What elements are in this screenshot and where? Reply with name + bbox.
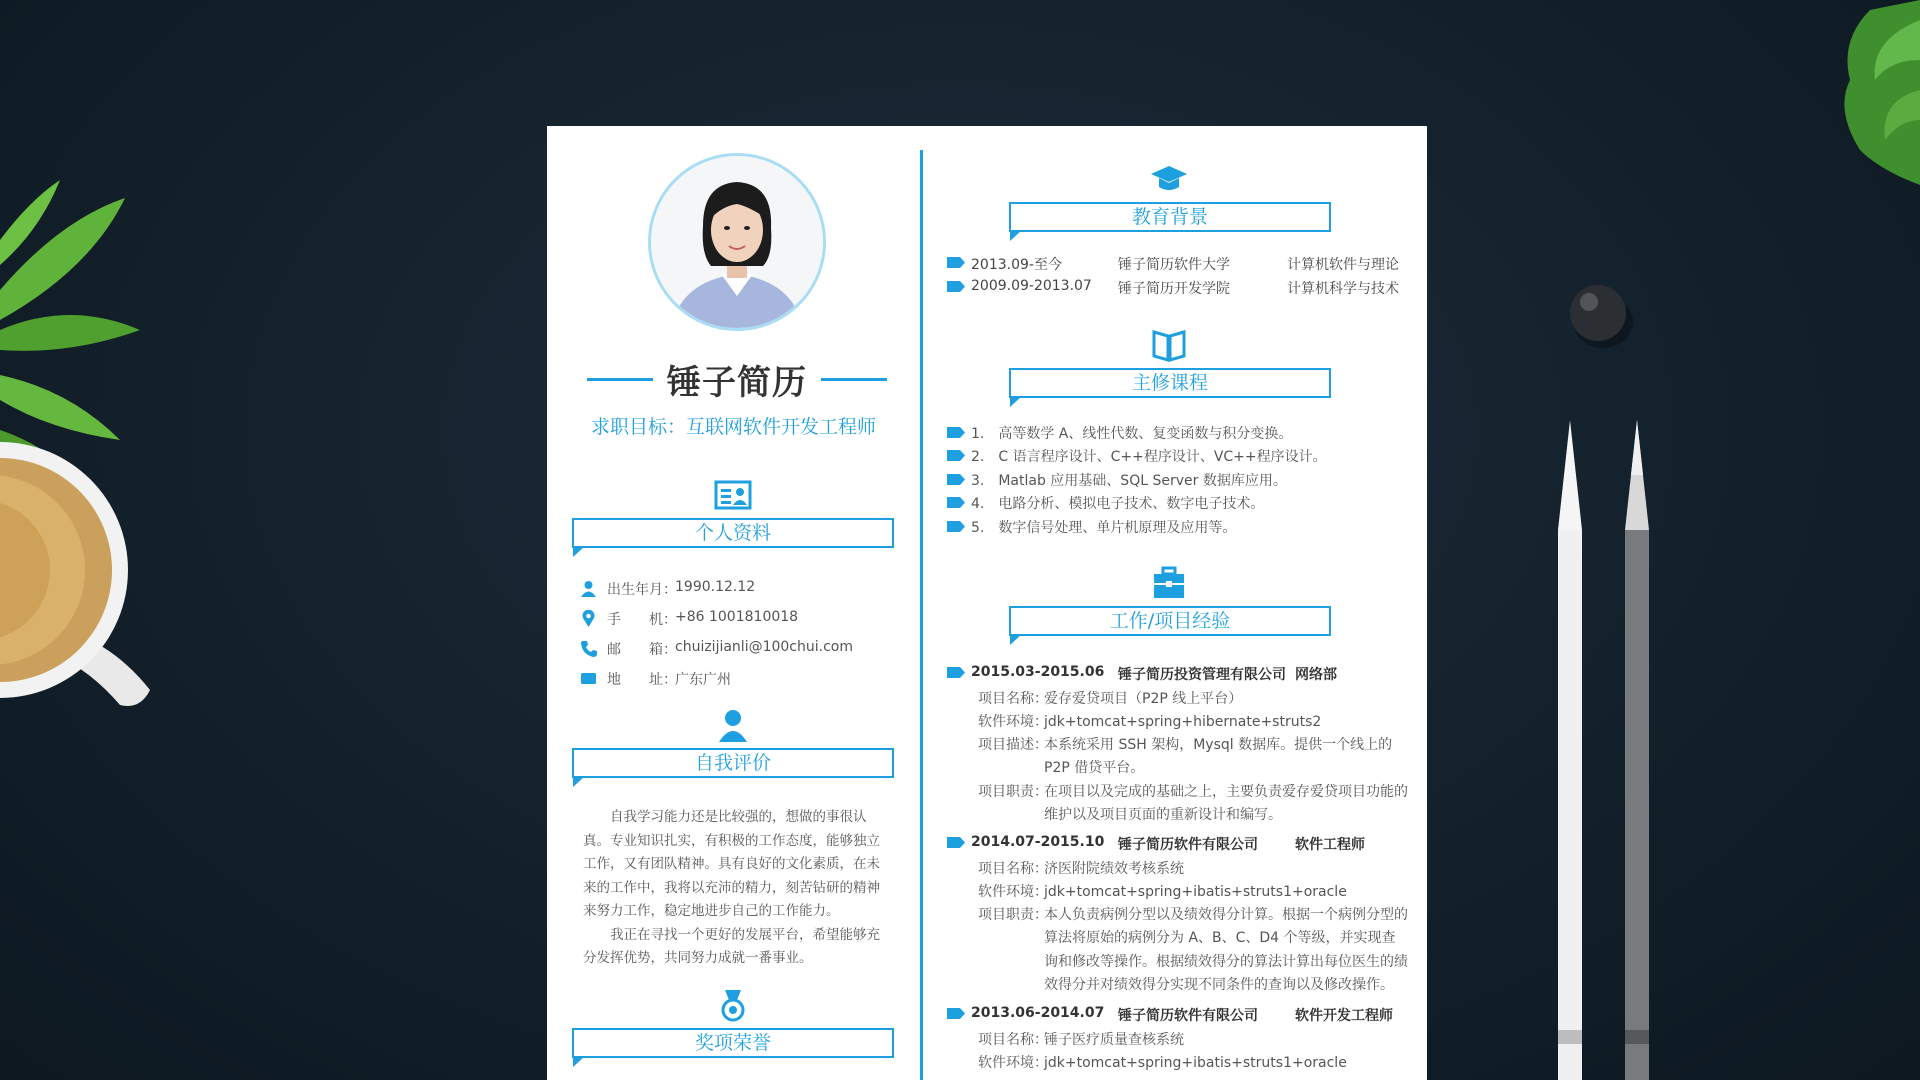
id-card-icon: [714, 478, 752, 512]
edu-major: 计算机软件与理论: [1287, 257, 1399, 273]
section-title-work: 工作/项目经验: [1009, 606, 1331, 636]
section-title-awards: 奖项荣誉: [572, 1028, 894, 1058]
section-title-self: 自我评价: [572, 748, 894, 778]
job-role: 软件开发工程师: [1295, 1008, 1393, 1024]
tag-icon: [947, 497, 965, 508]
job-role: 软件工程师: [1295, 837, 1365, 853]
ribbon-tail: [573, 546, 585, 557]
address-card-icon: [580, 670, 597, 687]
gray-pencil: [1617, 420, 1657, 1080]
job-detail: 软件环境： jdk+tomcat+spring+ibatis+struts1+oracle: [978, 1055, 1347, 1071]
briefcase-icon: [1150, 566, 1188, 600]
edu-major: 计算机科学与技术: [1287, 281, 1399, 297]
tag-icon: [947, 281, 965, 292]
edu-school: 锤子简历软件大学: [1118, 257, 1230, 273]
person-icon: [714, 708, 752, 742]
ribbon-tail: [1010, 396, 1022, 407]
candidate-name: 锤子简历: [667, 362, 807, 403]
ribbon-tail: [573, 776, 585, 787]
ribbon-tail: [1010, 230, 1022, 241]
course-item: 4. 电路分析、模拟电子技术、数字电子技术。: [971, 496, 1265, 512]
graduation-cap-icon: [1150, 162, 1188, 196]
open-book-icon: [1150, 328, 1188, 362]
section-personal: [572, 478, 894, 558]
section-title-courses: 主修课程: [1009, 368, 1331, 398]
tag-icon: [947, 450, 965, 461]
name-heading: [587, 356, 887, 402]
tag-icon: [947, 837, 965, 848]
job-period: 2014.07-2015.10: [971, 834, 1105, 850]
tag-icon: [947, 427, 965, 438]
course-item: 3. Matlab 应用基础、SQL Server 数据库应用。: [971, 473, 1287, 489]
job-role: 网络部: [1295, 667, 1337, 683]
section-self: [572, 708, 894, 788]
plant-leaves-top-right: [1830, 0, 1920, 190]
phone-icon: [580, 640, 597, 657]
job-period: 2013.06-2014.07: [971, 1005, 1105, 1021]
ribbon-tail: [1010, 634, 1022, 645]
info-label: 手 机：: [607, 612, 677, 628]
info-label: 出生年月：: [607, 582, 677, 598]
info-value: chuizijianli@100chui.com: [675, 639, 853, 655]
job-company: 锤子简历投资管理有限公司: [1118, 667, 1286, 683]
info-label: 邮 箱：: [607, 642, 677, 658]
job-company: 锤子简历软件有限公司: [1118, 1008, 1258, 1024]
info-value: 1990.12.12: [675, 579, 756, 595]
job-detail: 项目名称： 爱存爱贷项目（P2P 线上平台）: [978, 691, 1243, 707]
medal-icon: [714, 988, 752, 1022]
section-title-education: 教育背景: [1009, 202, 1331, 232]
job-detail: 项目名称： 锤子医疗质量查核系统: [978, 1032, 1184, 1048]
self-eval-paragraph: 自我学习能力还是比较强的，想做的事很认真。专业知识扎实，有积极的工作态度，能够独立工作，又有团队精神。具有良好的文化素质，在未来的工作中，我将以充沛的精力，刻苦钻研的精神来努力工作，稳定地进步自己的工作能力。: [583, 809, 880, 919]
job-detail: 软件环境： jdk+tomcat+spring+hibernate+struts2: [978, 714, 1322, 730]
edu-period: 2009.09-2013.07: [971, 278, 1092, 294]
info-label: 地 址：: [607, 672, 677, 688]
job-objective: 求职目标：互联网软件开发工程师: [590, 416, 876, 438]
tag-icon: [947, 521, 965, 532]
ribbon-tail: [573, 1056, 585, 1067]
black-ball: [1565, 280, 1635, 350]
section-awards: [572, 988, 894, 1068]
job-company: 锤子简历软件有限公司: [1118, 837, 1258, 853]
edu-period: 2013.09-至今: [971, 257, 1062, 273]
info-value: 广东广州: [675, 672, 731, 688]
edu-school: 锤子简历开发学院: [1118, 281, 1230, 297]
job-detail: 项目描述： 本系统采用 SSH 架构，Mysql 数据库。提供一个线上的 P2P 借贷平台。: [978, 737, 1393, 777]
job-detail: 项目职责： 在项目以及完成的基础之上，主要负责爱存爱贷项目功能的维护以及项目页面的重新设计和编写。: [978, 784, 1408, 824]
section-education: [1009, 162, 1331, 242]
resume-page: [547, 126, 1427, 1080]
tag-icon: [947, 1008, 965, 1019]
section-work: [1009, 566, 1331, 646]
section-courses: [1009, 328, 1331, 408]
tag-icon: [947, 667, 965, 678]
course-item: 5. 数字信号处理、单片机原理及应用等。: [971, 520, 1237, 536]
left-column: [547, 126, 920, 1080]
location-pin-icon: [580, 610, 597, 627]
self-evaluation-text: [583, 806, 893, 971]
coffee-cup: [0, 440, 160, 730]
right-column: [923, 126, 1427, 1080]
avatar-portrait-icon: [651, 156, 823, 328]
tag-icon: [947, 257, 965, 268]
job-detail: 软件环境： jdk+tomcat+spring+ibatis+struts1+oracle: [978, 884, 1347, 900]
job-period: 2015.03-2015.06: [971, 664, 1105, 680]
name-rule-left: [587, 378, 653, 381]
course-item: 1. 高等数学 A、线性代数、复变函数与积分变换。: [971, 426, 1293, 442]
avatar: [648, 153, 826, 331]
name-rule-right: [821, 378, 887, 381]
self-eval-paragraph: 我正在寻找一个更好的发展平台，希望能够充分发挥优势，共同努力成就一番事业。: [583, 926, 880, 966]
course-item: 2. C 语言程序设计、C++程序设计、VC++程序设计。: [971, 449, 1327, 465]
info-value: +86 1001810018: [675, 609, 799, 625]
job-detail: 项目名称： 济医附院绩效考核系统: [978, 861, 1184, 877]
job-detail: 项目职责： 本人负责病例分型以及绩效得分计算。根据一个病例分型的算法将原始的病例分为 A、B、C、D4 个等级，并实现查询和修改等操作。根据绩效得分的算法计算出每位医生的绩效得分并对绩效得分实现不同条件的查询以及修改操作。: [978, 907, 1408, 993]
user-icon: [580, 580, 597, 597]
section-title-personal: 个人资料: [572, 518, 894, 548]
tag-icon: [947, 474, 965, 485]
white-pencil: [1550, 420, 1590, 1080]
